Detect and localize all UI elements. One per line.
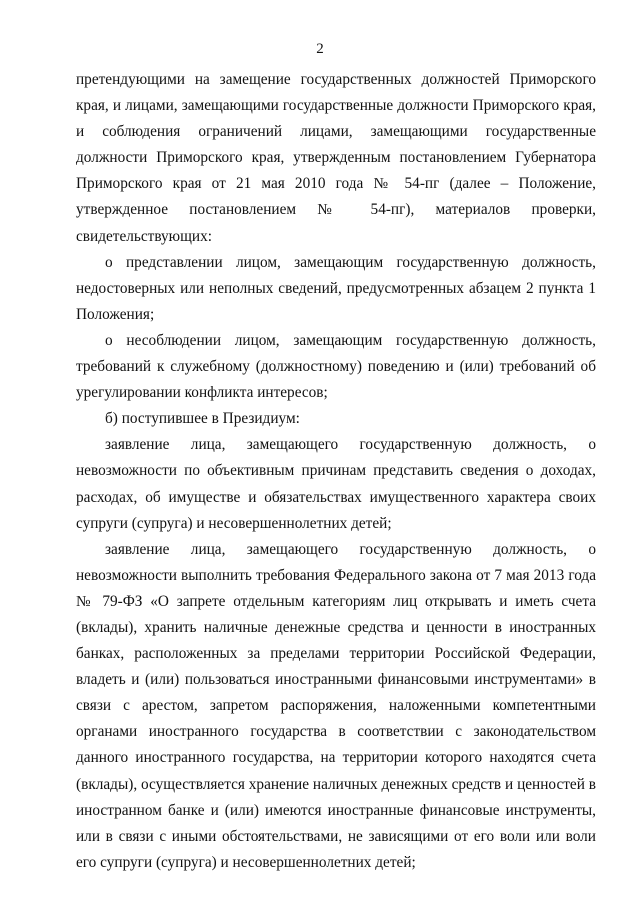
paragraph-conduct-requirements: о несоблюдении лицом, замещающим государственную должность, требований к служебному (должностному) поведению и (или) требований об урегулировании конфликта интересов; xyxy=(76,331,596,402)
paragraph-foreign-accounts: заявление лица, замещающего государственную должность, о невозможности выполнить требования Федерального закона от 7 мая 2013 года № 79-ФЗ «О запрете отдельным категориям лиц открывать и иметь счета (вклады), хранить наличные денежные средства и ценности в иностранных банках, расположенных за пределами территории Российской Федерации, владеть и (или) пользоваться иностранными финансовыми инструментами» в связи с арестом, запретом распоряжения, наложенными компетентными органами иностранного государства в соответствии с законодательством данного иностранного государства, на территории которого находятся счета (вклады), осуществляется хранение наличных денежных средств и ценностей в иностранном банке и (или) имеются иностранные финансовые инструменты, или в связи с иными обстоятельствами, не зависящими от его воли или воли его супруги (супруга) и несовершеннолетних детей; xyxy=(76,540,596,871)
paragraph-income-statement: заявление лица, замещающего государственную должность, о невозможности по объективным причинам представить сведения о доходах, расходах, об имуществе и обязательствах имущественного характера своих супруги (супруга) и несовершеннолетних детей; xyxy=(76,436,596,532)
paragraph-item-b-heading: б) поступившее в Президиум: xyxy=(105,410,300,428)
document-body xyxy=(76,67,596,876)
paragraph-continuation: претендующими на замещение государственных должностей Приморского края, и лицами, замещающими государственные должности Приморского края, и соблюдения ограничений лицами, замещающими государственные должности Приморского края, утвержденным постановлением Губернатора Приморского края от 21 мая 2010 года № 54-пг (далее – Положение, утвержденное постановлением № 54-пг), материалов проверки, свидетельствующих: xyxy=(76,71,596,245)
page-number: 2 xyxy=(316,41,324,57)
paragraph-false-information: о представлении лицом, замещающим государственную должность, недостоверных или неполных сведений, предусмотренных абзацем 2 пункта 1 Положения; xyxy=(76,253,596,323)
